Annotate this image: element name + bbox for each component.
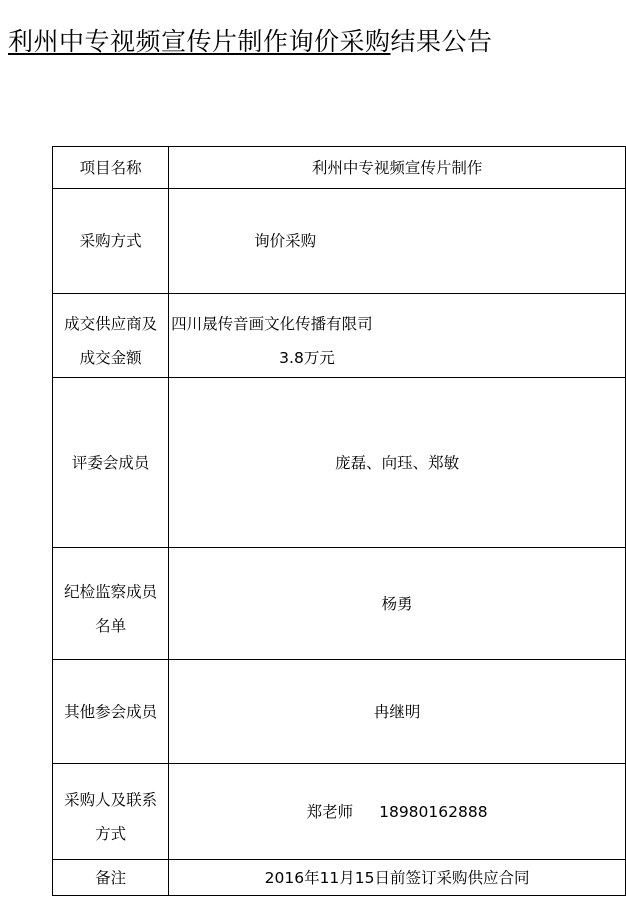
contact-name: 郑老师 [306,802,354,821]
label-supplier-line2: 成交金额 [79,348,142,367]
label-supplier [53,294,169,378]
row-committee [53,378,626,548]
value-remark: 2016年11月15日前签订采购供应合同 [169,860,626,896]
title-rest-part: 结果公告 [390,27,493,56]
value-supplier [169,294,626,378]
row-project-name [53,147,626,189]
label-others: 其他参会成员 [53,660,169,764]
row-others [53,660,626,764]
label-contact-line1: 采购人及联系 [64,790,158,809]
label-project-name: 项目名称 [53,147,169,189]
method-text: 询价采购 [254,232,317,250]
value-inspection: 杨勇 [169,548,626,660]
value-others: 冉继明 [169,660,626,764]
value-contact [169,764,626,860]
label-contact-line2: 方式 [95,824,127,843]
label-contact [53,764,169,860]
value-project-name: 利州中专视频宣传片制作 [169,147,626,189]
supplier-name: 四川晟传音画文化传播有限司 [171,314,373,333]
label-inspection-line2: 名单 [95,616,127,635]
title-underlined-part: 利州中专视频宣传片制作询价采购 [8,27,391,56]
value-method [169,189,626,294]
page-title [8,25,493,59]
label-inspection [53,548,169,660]
label-method: 采购方式 [53,189,169,294]
row-method [53,189,626,294]
result-table [52,146,626,896]
contact-phone: 18980162888 [379,802,488,821]
deal-amount: 3.8万元 [279,348,335,367]
label-supplier-line1: 成交供应商及 [64,314,158,333]
label-committee: 评委会成员 [53,378,169,548]
label-remark: 备注 [53,860,169,896]
row-supplier [53,294,626,378]
value-committee: 庞磊、向珏、郑敏 [169,378,626,548]
label-inspection-line1: 纪检监察成员 [64,582,158,601]
row-remark [53,860,626,896]
row-contact [53,764,626,860]
row-inspection [53,548,626,660]
